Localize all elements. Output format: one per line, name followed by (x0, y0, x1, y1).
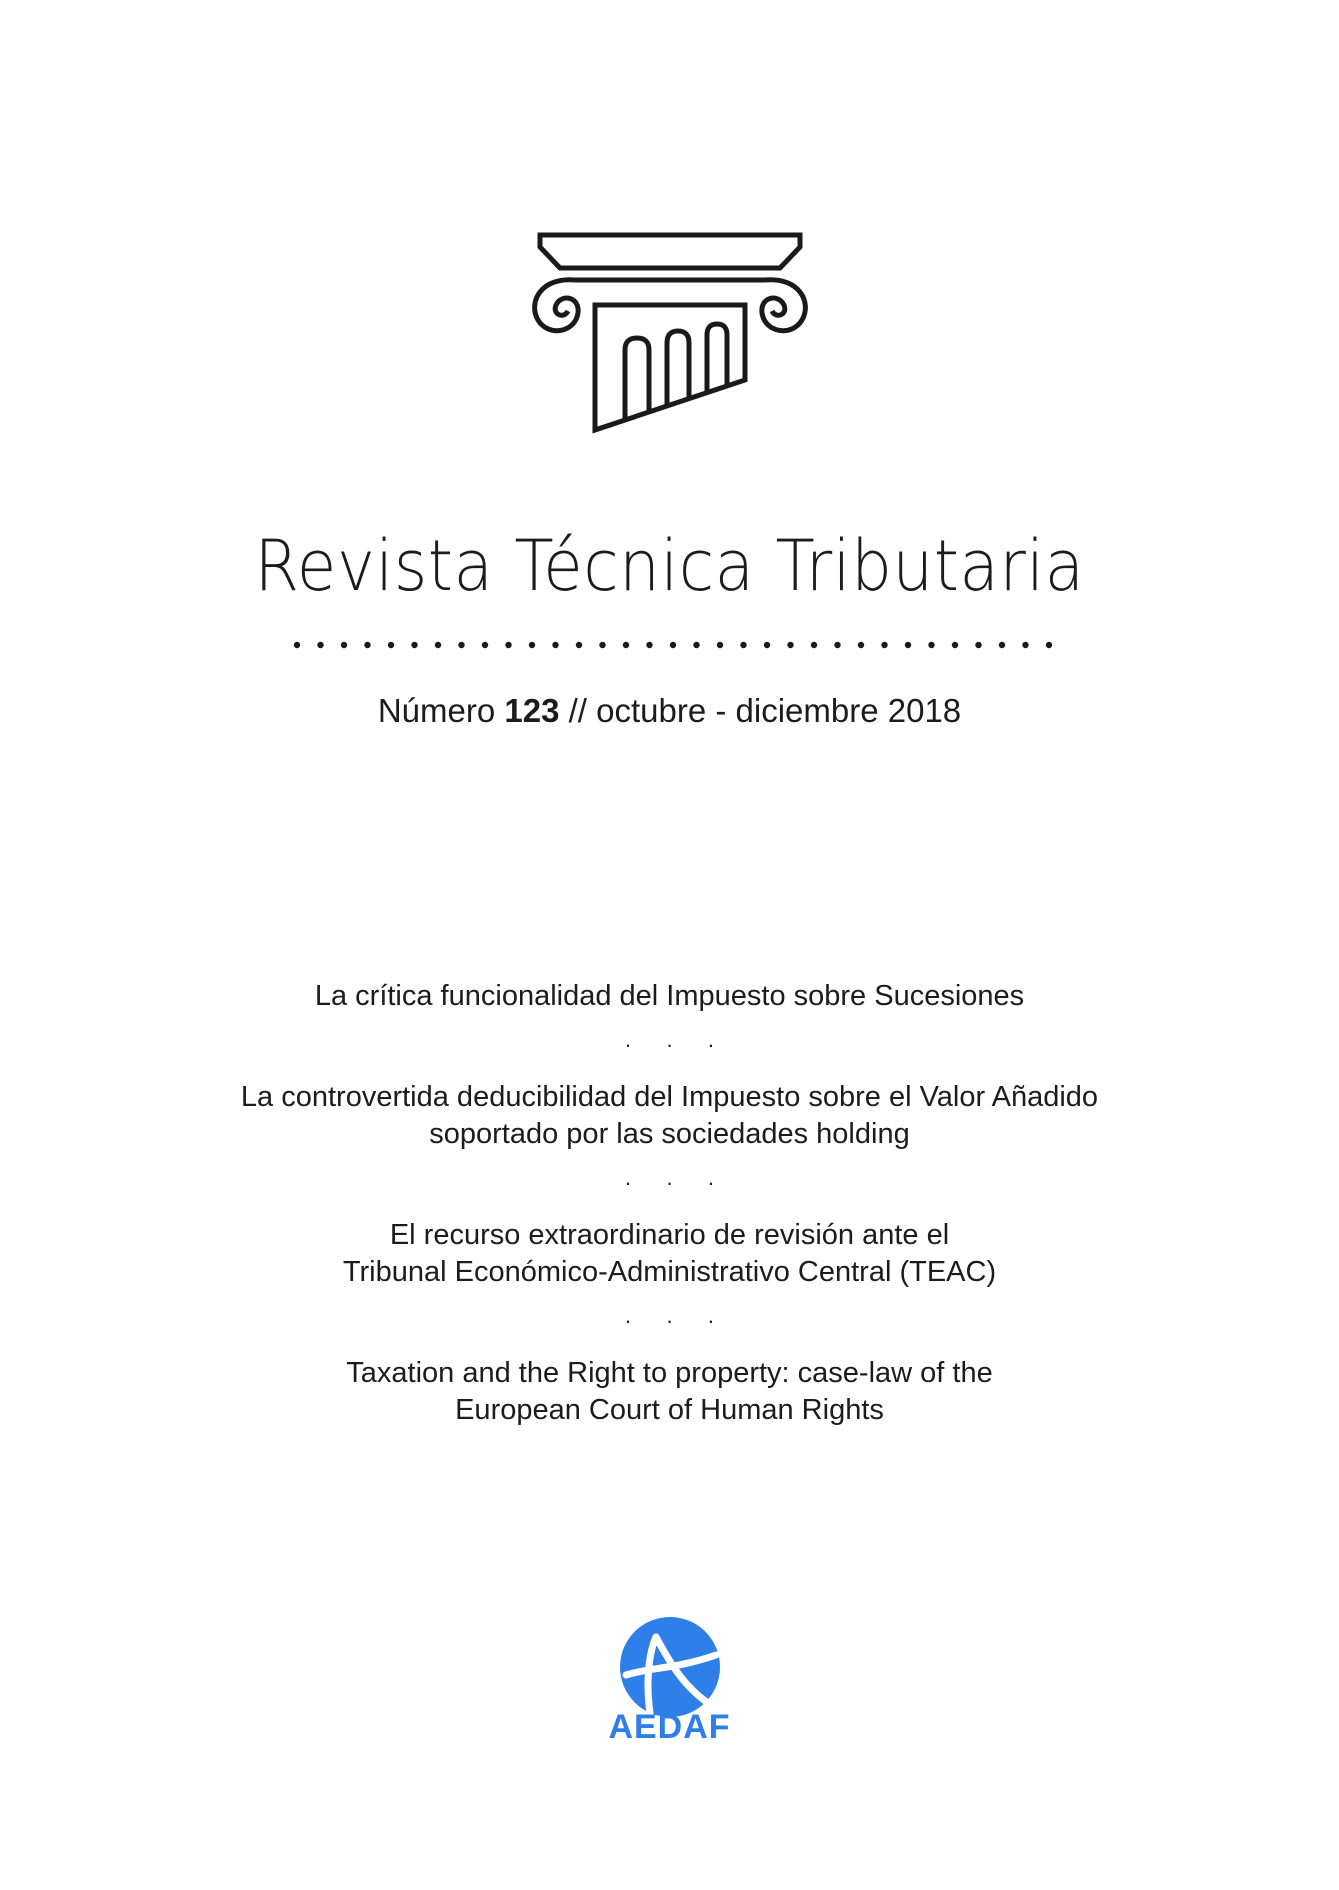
divider-dot (693, 642, 699, 648)
separator: · · · (624, 1170, 729, 1195)
issue-line (0, 692, 1339, 730)
ionic-column-icon (520, 225, 820, 475)
divider-dot (811, 642, 817, 648)
divider-dot (1046, 642, 1052, 648)
divider-dot (740, 642, 746, 648)
divider-dot (905, 642, 911, 648)
divider-dot (717, 642, 723, 648)
divider-dot (623, 642, 629, 648)
issue-date: // octubre - diciembre 2018 (568, 692, 962, 729)
divider-dot (928, 642, 934, 648)
article-title: Taxation and the Right to property: case-law of the European Court of Human Rights (346, 1357, 993, 1426)
article-title: La controvertida deducibilidad del Impuesto sobre el Valor Añadido soportado por las sociedades holding (240, 1081, 1099, 1150)
separator: · · · (624, 1308, 729, 1333)
issue-prefix: Número (377, 692, 496, 729)
divider-dot (599, 642, 605, 648)
divider-dot (1022, 642, 1028, 648)
divider-dot (552, 642, 558, 648)
divider-dot (529, 642, 535, 648)
divider-dot (505, 642, 511, 648)
dotted-divider (293, 640, 1053, 650)
divider-dot (294, 642, 300, 648)
article-title: El recurso extraordinario de revisión ante el Tribunal Económico-Administrativo Central (TEAC) (342, 1219, 997, 1288)
divider-dot (364, 642, 370, 648)
divider-dot (787, 642, 793, 648)
separator: · · · (624, 1032, 729, 1057)
divider-dot (341, 642, 347, 648)
divider-dot (999, 642, 1005, 648)
divider-dot (411, 642, 417, 648)
divider-dot (881, 642, 887, 648)
divider-dot (576, 642, 582, 648)
divider-dot (482, 642, 488, 648)
divider-dot (646, 642, 652, 648)
journal-title: Revista Técnica Tributaria (254, 525, 1085, 607)
divider-dot (858, 642, 864, 648)
divider-dot (764, 642, 770, 648)
divider-dot (975, 642, 981, 648)
divider-dot (317, 642, 323, 648)
divider-dot (670, 642, 676, 648)
publisher-name: AEDAF (608, 1708, 731, 1746)
divider-dot (388, 642, 394, 648)
divider-dot (458, 642, 464, 648)
divider-dot (952, 642, 958, 648)
divider-dot (834, 642, 840, 648)
article-title: La crítica funcionalidad del Impuesto sobre Sucesiones (314, 980, 1025, 1012)
article-list (0, 978, 1339, 1429)
issue-number: 123 (504, 692, 560, 729)
divider-dot (435, 642, 441, 648)
